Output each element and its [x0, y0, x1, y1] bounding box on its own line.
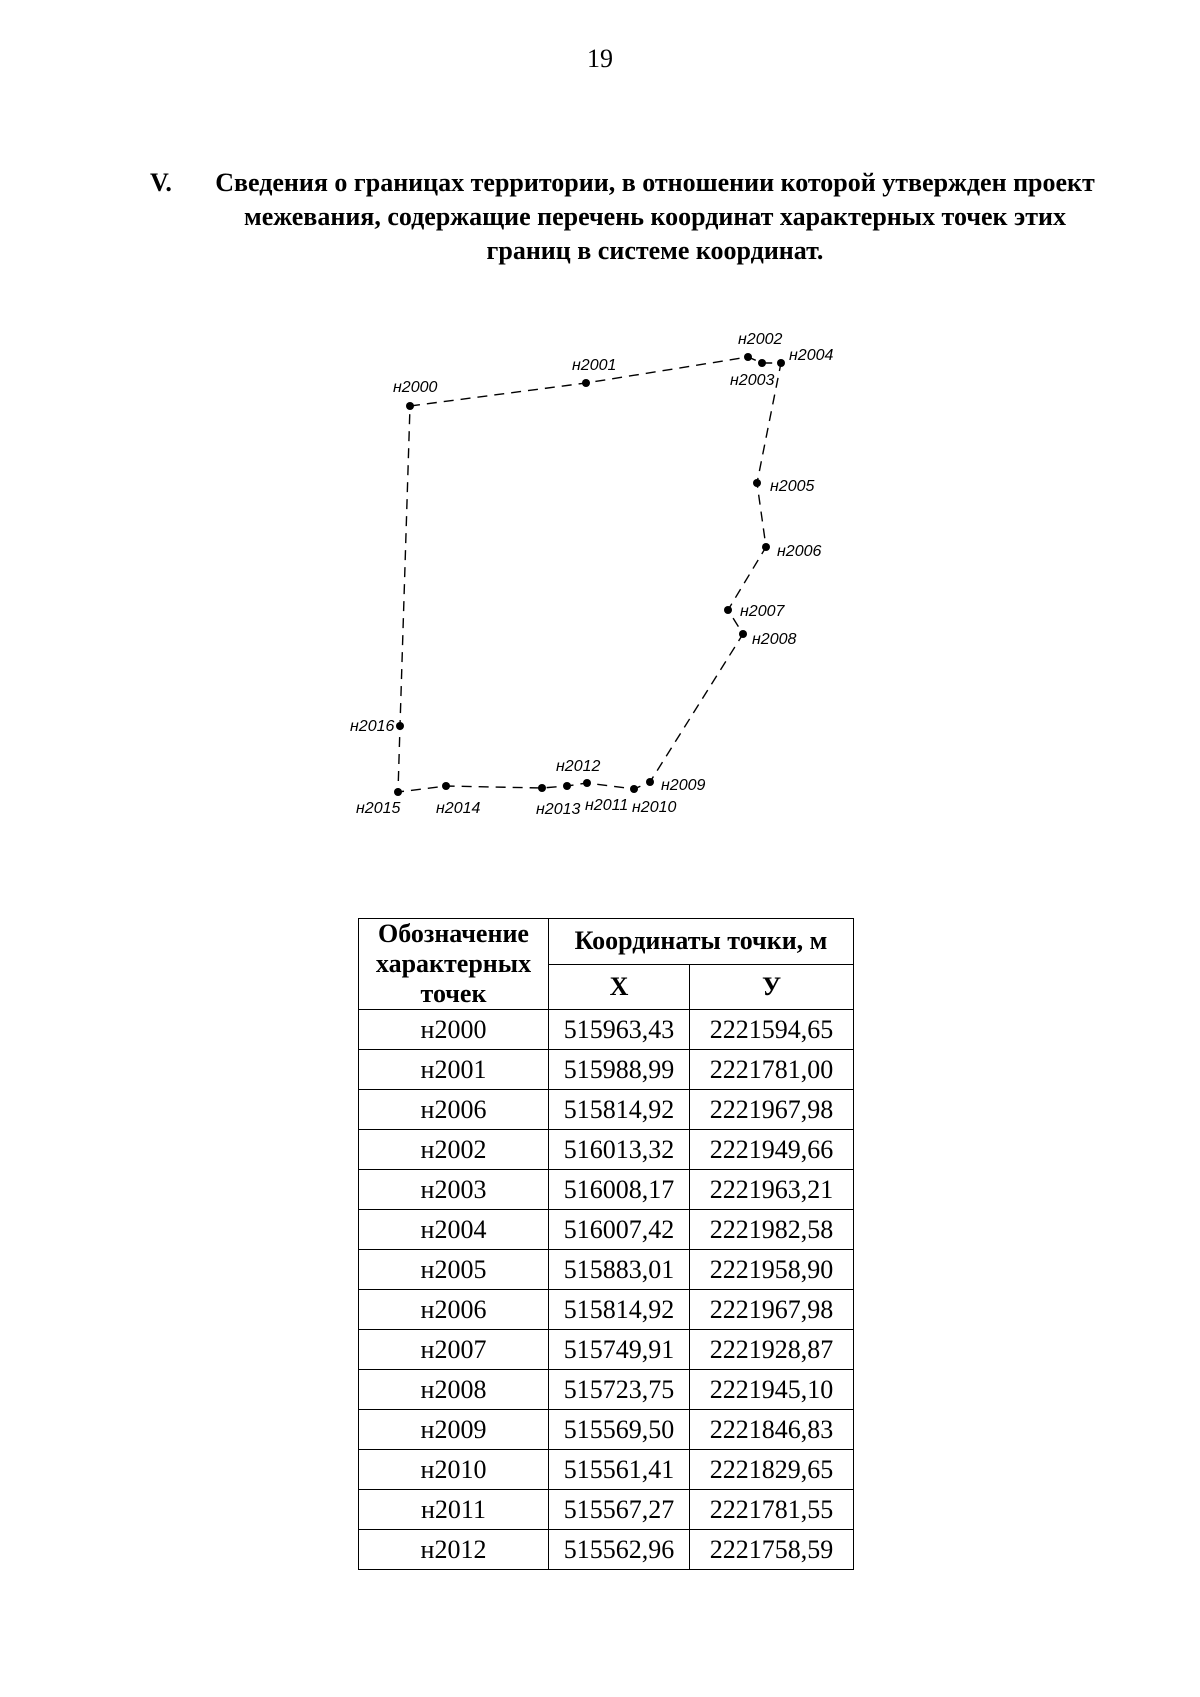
table-row	[359, 1490, 854, 1530]
cell-point: н2012	[359, 1530, 549, 1570]
cell-x: 515561,41	[549, 1450, 690, 1490]
point-label: н2012	[556, 758, 601, 775]
table-row	[359, 1050, 854, 1090]
boundary-points	[394, 353, 785, 796]
cell-y: 2221963,21	[690, 1170, 854, 1210]
cell-x: 516008,17	[549, 1170, 690, 1210]
point-label: н2013	[536, 801, 581, 818]
cell-point: н2008	[359, 1370, 549, 1410]
cell-point: н2007	[359, 1330, 549, 1370]
section-number: V.	[150, 168, 172, 197]
boundary-point	[630, 785, 638, 793]
point-label: н2003	[730, 372, 775, 389]
table-row	[359, 1090, 854, 1130]
cell-x: 515883,01	[549, 1250, 690, 1290]
point-label: н2009	[661, 777, 706, 794]
boundary-point	[758, 359, 766, 367]
cell-y: 2221982,58	[690, 1210, 854, 1250]
table-header-row	[359, 919, 854, 965]
coordinates-table	[358, 918, 854, 1570]
boundary-point	[406, 402, 414, 410]
boundary-point	[744, 353, 752, 361]
point-label: н2004	[789, 347, 834, 364]
cell-x: 515567,27	[549, 1490, 690, 1530]
cell-x: 515963,43	[549, 1010, 690, 1050]
cell-y: 2221949,66	[690, 1130, 854, 1170]
boundary-point	[442, 782, 450, 790]
table-row	[359, 1250, 854, 1290]
table-row	[359, 1290, 854, 1330]
cell-y: 2221846,83	[690, 1410, 854, 1450]
point-label: н2008	[752, 631, 797, 648]
boundary-scheme	[300, 310, 900, 870]
section-title: Сведения о границах территории, в отношении которой утвержден проект межевания, содержащие перечень координат характерных точек этих границ в системе координат.	[215, 168, 1095, 265]
boundary-point	[646, 778, 654, 786]
boundary-point	[739, 630, 747, 638]
cell-point: н2009	[359, 1410, 549, 1450]
table-row	[359, 1010, 854, 1050]
boundary-line	[398, 357, 781, 792]
boundary-point	[582, 379, 590, 387]
cell-y: 2221594,65	[690, 1010, 854, 1050]
table-row	[359, 1410, 854, 1450]
table-row	[359, 1170, 854, 1210]
cell-y: 2221781,00	[690, 1050, 854, 1090]
point-label: н2000	[393, 379, 438, 396]
table-row	[359, 1330, 854, 1370]
point-label: н2014	[436, 800, 481, 817]
table-row	[359, 1130, 854, 1170]
point-label: н2015	[356, 800, 401, 817]
section-heading	[140, 166, 1100, 268]
cell-x: 516013,32	[549, 1130, 690, 1170]
page-number: 19	[587, 44, 613, 73]
point-labels	[350, 331, 834, 818]
cell-x: 515723,75	[549, 1370, 690, 1410]
point-label: н2007	[740, 603, 785, 620]
cell-y: 2221945,10	[690, 1370, 854, 1410]
point-label: н2001	[572, 357, 617, 374]
cell-x: 515814,92	[549, 1290, 690, 1330]
boundary-point	[563, 782, 571, 790]
boundary-point	[538, 784, 546, 792]
cell-point: н2004	[359, 1210, 549, 1250]
point-label: н2010	[632, 799, 677, 816]
table-row	[359, 1450, 854, 1490]
cell-y: 2221967,98	[690, 1290, 854, 1330]
table-row	[359, 1530, 854, 1570]
cell-point: н2001	[359, 1050, 549, 1090]
boundary-point	[394, 788, 402, 796]
cell-y: 2221781,55	[690, 1490, 854, 1530]
header-x: Х	[549, 964, 690, 1010]
cell-point: н2002	[359, 1130, 549, 1170]
cell-y: 2221928,87	[690, 1330, 854, 1370]
cell-y: 2221967,98	[690, 1090, 854, 1130]
point-label: н2016	[350, 718, 395, 735]
cell-x: 515562,96	[549, 1530, 690, 1570]
boundary-point	[762, 543, 770, 551]
boundary-point	[777, 359, 785, 367]
cell-x: 515569,50	[549, 1410, 690, 1450]
cell-x: 516007,42	[549, 1210, 690, 1250]
boundary-point	[724, 606, 732, 614]
boundary-point	[396, 722, 404, 730]
cell-point: н2000	[359, 1010, 549, 1050]
cell-point: н2006	[359, 1290, 549, 1330]
cell-point: н2005	[359, 1250, 549, 1290]
cell-y: 2221829,65	[690, 1450, 854, 1490]
cell-y: 2221758,59	[690, 1530, 854, 1570]
point-label: н2002	[738, 331, 783, 348]
table-row	[359, 1210, 854, 1250]
header-y: У	[690, 964, 854, 1010]
cell-x: 515814,92	[549, 1090, 690, 1130]
cell-x: 515749,91	[549, 1330, 690, 1370]
cell-point: н2010	[359, 1450, 549, 1490]
cell-point: н2006	[359, 1090, 549, 1130]
boundary-point	[753, 479, 761, 487]
cell-x: 515988,99	[549, 1050, 690, 1090]
cell-point: н2003	[359, 1170, 549, 1210]
cell-y: 2221958,90	[690, 1250, 854, 1290]
point-label: н2005	[770, 478, 815, 495]
table-row	[359, 1370, 854, 1410]
cell-point: н2011	[359, 1490, 549, 1530]
point-label: н2006	[777, 543, 822, 560]
boundary-point	[583, 779, 591, 787]
header-coordinates: Координаты точки, м	[549, 919, 854, 965]
header-point-name: Обозначение характерных точек	[359, 919, 549, 1010]
point-label: н2011	[585, 797, 629, 814]
